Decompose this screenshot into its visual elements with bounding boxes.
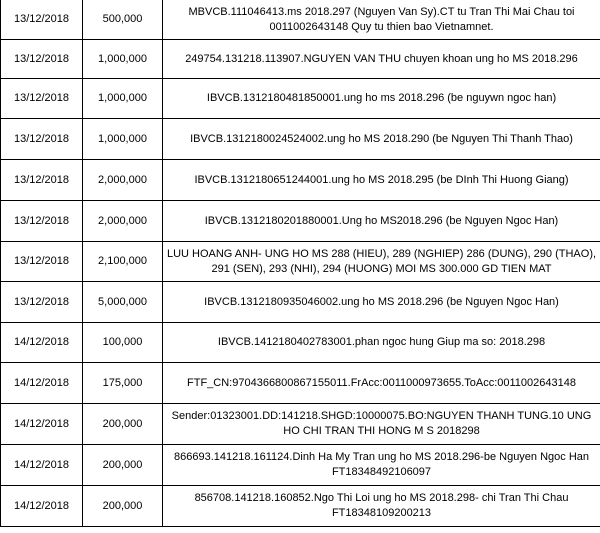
date-cell: 14/12/2018 xyxy=(1,486,83,527)
table-row xyxy=(1,79,600,119)
amount-cell: 100,000 xyxy=(83,323,163,363)
amount-cell: 1,000,000 xyxy=(83,79,163,119)
table-row xyxy=(1,363,600,404)
amount-cell: 200,000 xyxy=(83,404,163,445)
date-cell: 14/12/2018 xyxy=(1,323,83,363)
description-cell: IBVCB.1312180201880001.Ung ho MS2018.296 (be Nguyen Ngoc Han) xyxy=(163,201,600,242)
description-cell: 249754.131218.113907.NGUYEN VAN THU chuyen khoan ung ho MS 2018.296 xyxy=(163,40,600,79)
table-row xyxy=(1,404,600,445)
description-cell: IBVCB.1412180402783001.phan ngoc hung Giup ma so: 2018.298 xyxy=(163,323,600,363)
description-cell: FTF_CN:970436680086715501​1.FrAcc:0011000973655.ToAcc:0011002643148 xyxy=(163,363,600,404)
amount-cell: 1,000,000 xyxy=(83,119,163,160)
date-cell: 13/12/2018 xyxy=(1,282,83,323)
date-cell: 13/12/2018 xyxy=(1,79,83,119)
table-row xyxy=(1,323,600,363)
description-cell: 856708.141218.160852.Ngo Thi Loi ung ho MS 2018.298- chi Tran Thi Chau FT18348109200213 xyxy=(163,486,600,527)
date-cell: 13/12/2018 xyxy=(1,119,83,160)
amount-cell: 175,000 xyxy=(83,363,163,404)
description-cell: IBVCB.1312180651244001.ung ho MS 2018.295 (be DInh Thi Huong Giang) xyxy=(163,160,600,201)
description-cell: Sender:01323001.DD:141218.SHGD:10000075.BO:NGUYEN THANH TUNG.10 UNG HO CHI TRAN THI HONG M S 2018298 xyxy=(163,404,600,445)
date-cell: 13/12/2018 xyxy=(1,40,83,79)
amount-cell: 5,000,000 xyxy=(83,282,163,323)
table-row xyxy=(1,282,600,323)
date-cell: 13/12/2018 xyxy=(1,242,83,282)
amount-cell: 2,000,000 xyxy=(83,160,163,201)
table-row xyxy=(1,0,600,40)
date-cell: 13/12/2018 xyxy=(1,201,83,242)
table-row xyxy=(1,40,600,79)
amount-cell: 200,000 xyxy=(83,486,163,527)
description-cell: LUU HOANG ANH- UNG HO MS 288 (HIEU), 289 (NGHIEP) 286 (DUNG), 290 (THAO), 291 (SEN), 293 (NHI), 294 (HUONG) MOI MS 300.000 GD TIEN MAT xyxy=(163,242,600,282)
description-cell: IBVCB.1312180935046002.ung ho MS 2018.296 (be Nguyen Ngoc Han) xyxy=(163,282,600,323)
amount-cell: 2,100,000 xyxy=(83,242,163,282)
table-row xyxy=(1,119,600,160)
table-row xyxy=(1,201,600,242)
amount-cell: 500,000 xyxy=(83,0,163,40)
amount-cell: 1,000,000 xyxy=(83,40,163,79)
table-row xyxy=(1,486,600,527)
amount-cell: 2,000,000 xyxy=(83,201,163,242)
date-cell: 14/12/2018 xyxy=(1,363,83,404)
date-cell: 13/12/2018 xyxy=(1,160,83,201)
description-cell: MBVCB.111046413.ms 2018.297 (Nguyen Van Sy).CT tu Tran Thi Mai Chau toi 0011002643148 Quy tu thien bao Vietnamnet. xyxy=(163,0,600,40)
table-row xyxy=(1,242,600,282)
table-row xyxy=(1,160,600,201)
date-cell: 14/12/2018 xyxy=(1,404,83,445)
description-cell: 866693.141218.161124.Dinh Ha My Tran ung ho MS 2018.296-be Nguyen Ngoc Han FT18348492106097 xyxy=(163,445,600,486)
description-cell: IBVCB.1312180024524002.ung ho MS 2018.290 (be Nguyen Thi Thanh Thao) xyxy=(163,119,600,160)
table-row xyxy=(1,445,600,486)
date-cell: 14/12/2018 xyxy=(1,445,83,486)
amount-cell: 200,000 xyxy=(83,445,163,486)
date-cell: 13/12/2018 xyxy=(1,0,83,40)
description-cell: IBVCB.1312180481850001.ung ho ms 2018.296 (be nguywn ngoc han) xyxy=(163,79,600,119)
